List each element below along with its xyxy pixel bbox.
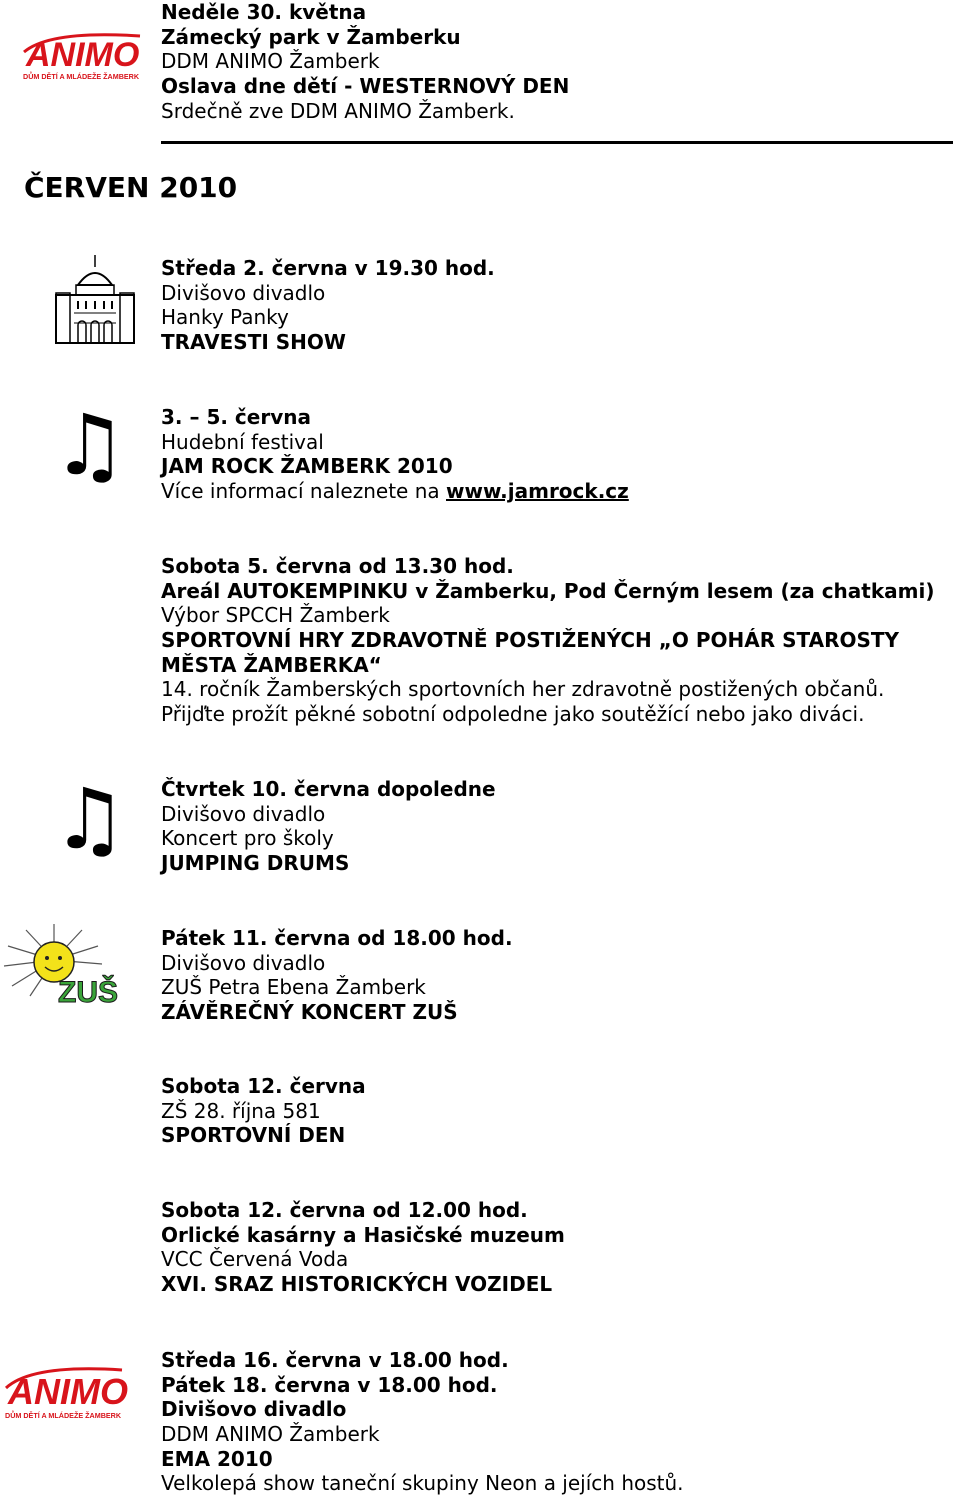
event-8-organizer: VCC Červená Voda: [161, 1247, 349, 1272]
section-divider: [161, 141, 953, 144]
event-9-description: Velkolepá show taneční skupiny Neon a jejích hostů.: [161, 1471, 684, 1496]
event-2-title: TRAVESTI SHOW: [161, 330, 346, 355]
event-4: [161, 554, 934, 727]
event-7-date: Sobota 12. června: [161, 1074, 366, 1098]
event-8-place: Orlické kasárny a Hasičské muzeum: [161, 1222, 565, 1247]
event-3: [161, 405, 629, 504]
event-2: [161, 256, 495, 355]
music-note-icon: ♫: [52, 770, 128, 868]
theatre-building-icon: [52, 253, 138, 345]
event-2-performer: Hanky Panky: [161, 305, 289, 330]
event-9: [161, 1348, 684, 1496]
event-8-date: Sobota 12. června od 12.00 hod.: [161, 1198, 528, 1222]
event-6: [161, 926, 513, 1025]
event-5-type: Koncert pro školy: [161, 826, 334, 851]
event-6-organizer: ZUŠ Petra Ebena Žamberk: [161, 975, 426, 1000]
event-9-title: EMA 2010: [161, 1446, 273, 1471]
event-2-date: Středa 2. června v 19.30 hod.: [161, 256, 495, 280]
event-8-title: XVI. SRAZ HISTORICKÝCH VOZIDEL: [161, 1272, 553, 1297]
event-4-title: SPORTOVNÍ HRY ZDRAVOTNĚ POSTIŽENÝCH „O POHÁR STAROSTY: [161, 628, 899, 653]
event-4-title-cont: MĚSTA ŽAMBERKA“: [161, 652, 382, 677]
event-4-place: Areál AUTOKEMPINKU v Žamberku, Pod Černým lesem (za chatkami): [161, 578, 935, 603]
event-1: [161, 0, 569, 123]
event-8: [161, 1198, 565, 1297]
event-4-description: 14. ročník Žamberských sportovních her zdravotně postižených občanů.: [161, 677, 885, 702]
event-6-title: ZÁVĚREČNÝ KONCERT ZUŠ: [161, 1000, 458, 1025]
event-5-date: Čtvrtek 10. června dopoledne: [161, 777, 496, 801]
event-9-place: Divišovo divadlo: [161, 1397, 347, 1422]
jamrock-link[interactable]: www.jamrock.cz: [446, 479, 629, 504]
zus-logo-text: ZUŠ: [58, 976, 118, 1006]
event-9-date-1: Středa 16. června v 18.00 hod.: [161, 1348, 509, 1372]
music-note-icon: ♫: [52, 396, 128, 494]
event-4-invitation: Přijďte prožít pěkné sobotní odpoledne jako soutěžící nebo jako diváci.: [161, 702, 865, 727]
event-5-place: Divišovo divadlo: [161, 801, 326, 826]
event-3-info-text: Více informací naleznete na: [161, 479, 446, 504]
animo-logo-subtitle: DŮM DĚTÍ A MLÁDEŽE ŽAMBERK: [23, 72, 140, 81]
event-2-place: Divišovo divadlo: [161, 280, 326, 305]
event-1-organizer: DDM ANIMO Žamberk: [161, 49, 380, 74]
event-7-place: ZŠ 28. října 581: [161, 1098, 321, 1123]
event-9-date-2: Pátek 18. června v 18.00 hod.: [161, 1372, 498, 1397]
event-3-info: [161, 479, 629, 504]
animo-logo: [20, 22, 146, 82]
animo-logo-text: ANIMO: [8, 1371, 128, 1412]
event-3-type: Hudební festival: [161, 429, 324, 454]
animo-logo-graphic: [20, 22, 146, 82]
zus-sun-logo: [2, 920, 128, 1006]
event-4-organizer: Výbor SPCCH Žamberk: [161, 603, 390, 628]
event-4-date: Sobota 5. června od 13.30 hod.: [161, 554, 514, 578]
event-6-date: Pátek 11. června od 18.00 hod.: [161, 926, 513, 950]
month-heading: ČERVEN 2010: [24, 171, 238, 204]
event-1-title: Oslava dne dětí - WESTERNOVÝ DEN: [161, 74, 570, 99]
animo-logo-graphic: [2, 1356, 128, 1422]
event-1-place: Zámecký park v Žamberku: [161, 24, 461, 49]
event-5-title: JUMPING DRUMS: [161, 851, 350, 876]
event-1-note: Srdečně zve DDM ANIMO Žamberk.: [161, 98, 515, 123]
animo-logo-text: ANIMO: [26, 36, 140, 74]
event-5: [161, 777, 496, 876]
event-3-date: 3. – 5. června: [161, 405, 311, 429]
event-7-title: SPORTOVNÍ DEN: [161, 1123, 346, 1148]
event-3-title: JAM ROCK ŽAMBERK 2010: [161, 454, 453, 479]
event-1-date: Neděle 30. května: [161, 0, 367, 24]
animo-logo: [2, 1356, 128, 1422]
animo-logo-subtitle: DŮM DĚTÍ A MLÁDEŽE ŽAMBERK: [5, 1411, 122, 1420]
event-9-organizer: DDM ANIMO Žamberk: [161, 1422, 380, 1447]
event-6-place: Divišovo divadlo: [161, 950, 326, 975]
event-7: [161, 1074, 366, 1148]
